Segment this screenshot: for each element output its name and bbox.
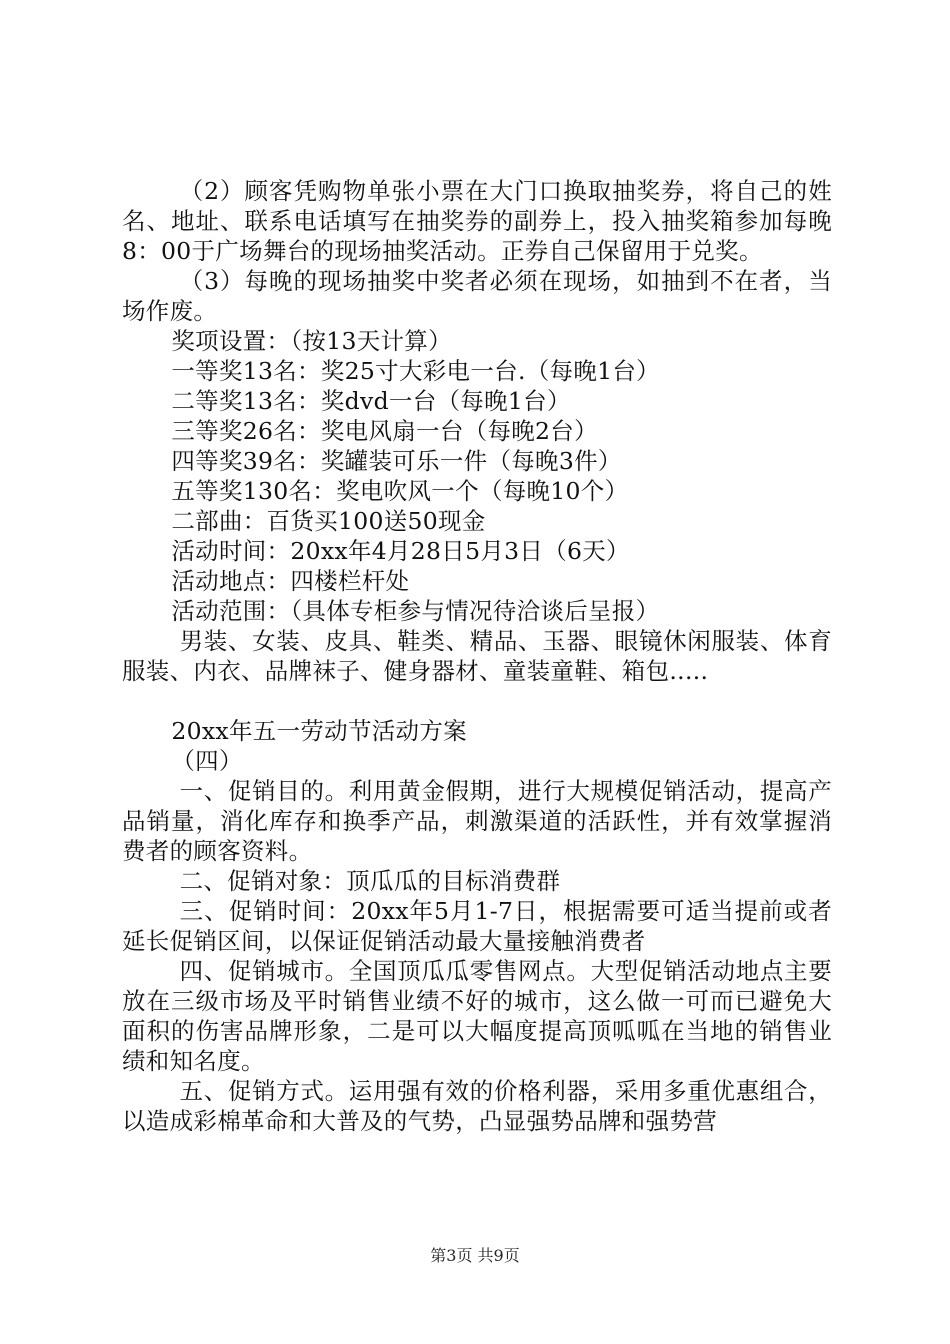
page-footer: 第3页 共9页: [430, 1246, 520, 1265]
section-number: （四）: [171, 747, 243, 775]
paragraph-lottery-rule-2: （2）顾客凭购物单张小票在大门口换取抽奖券，将自己的姓名、地址、联系电话填写在抽奖券的副券上，投入抽奖箱参加每晚8：00于广场舞台的现场抽奖活动。正券自己保留用于兑奖。: [122, 177, 832, 265]
paragraph-promotion-method: 五、促销方式。运用强有效的价格利器，采用多重优惠组合，以造成彩棉革命和大普及的气势，凸显强势品牌和强势营: [122, 1077, 832, 1135]
paragraph-promotion-city: 四、促销城市。全国顶瓜瓜零售网点。大型促销活动地点主要放在三级市场及平时销售业绩不好的城市，这么做一可而已避免大面积的伤害品牌形象，二是可以大幅度提高顶呱呱在当地的销售业绩和知名度。: [122, 957, 832, 1075]
paragraph-promotion-goal: 一、促销目的。利用黄金假期，进行大规模促销活动，提高产品销量，消化库存和换季产品，刺激渠道的活跃性，并有效掌握消费者的顾客资料。: [122, 777, 832, 865]
paragraph-fifth-prize: 五等奖130名：奖电吹风一个（每晚10个）: [171, 477, 629, 505]
section-gap: [122, 686, 832, 716]
paragraph-activity-scope: 活动范围：（具体专柜参与情况待洽谈后呈报）: [171, 597, 660, 625]
paragraph-activity-time: 活动时间：20xx年4月28日5月3日（6天）: [171, 537, 630, 565]
paragraph-prize-setup: 奖项设置：（按13天计算）: [171, 327, 452, 355]
paragraph-promotion-time: 三、促销时间：20xx年5月1-7日，根据需要可适当提前或者延长促销区间，以保证促销活动最大量接触消费者: [122, 897, 832, 955]
section-title: 20xx年五一劳动节活动方案: [171, 717, 467, 745]
document-body: [122, 176, 832, 1136]
paragraph-third-prize: 三等奖26名：奖电风扇一台（每晚2台）: [171, 417, 598, 445]
paragraph-lottery-rule-3: （3）每晚的现场抽奖中奖者必须在现场，如抽到不在者，当场作废。: [122, 267, 832, 325]
paragraph-part-two: 二部曲：百货买100送50现金: [171, 507, 486, 535]
paragraph-product-categories: 男装、女装、皮具、鞋类、精品、玉器、眼镜休闲服装、体育服装、内衣、品牌袜子、健身器材、童装童鞋、箱包.....: [122, 627, 832, 685]
paragraph-activity-location: 活动地点：四楼栏杆处: [171, 567, 410, 595]
paragraph-first-prize: 一等奖13名：奖25寸大彩电一台.（每晚1台）: [171, 357, 660, 385]
paragraph-promotion-target: 二、促销对象：顶瓜瓜的目标消费群: [179, 867, 561, 895]
paragraph-second-prize: 二等奖13名：奖dvd一台（每晚1台）: [171, 387, 571, 415]
paragraph-fourth-prize: 四等奖39名：奖罐装可乐一件（每晚3件）: [171, 447, 622, 475]
